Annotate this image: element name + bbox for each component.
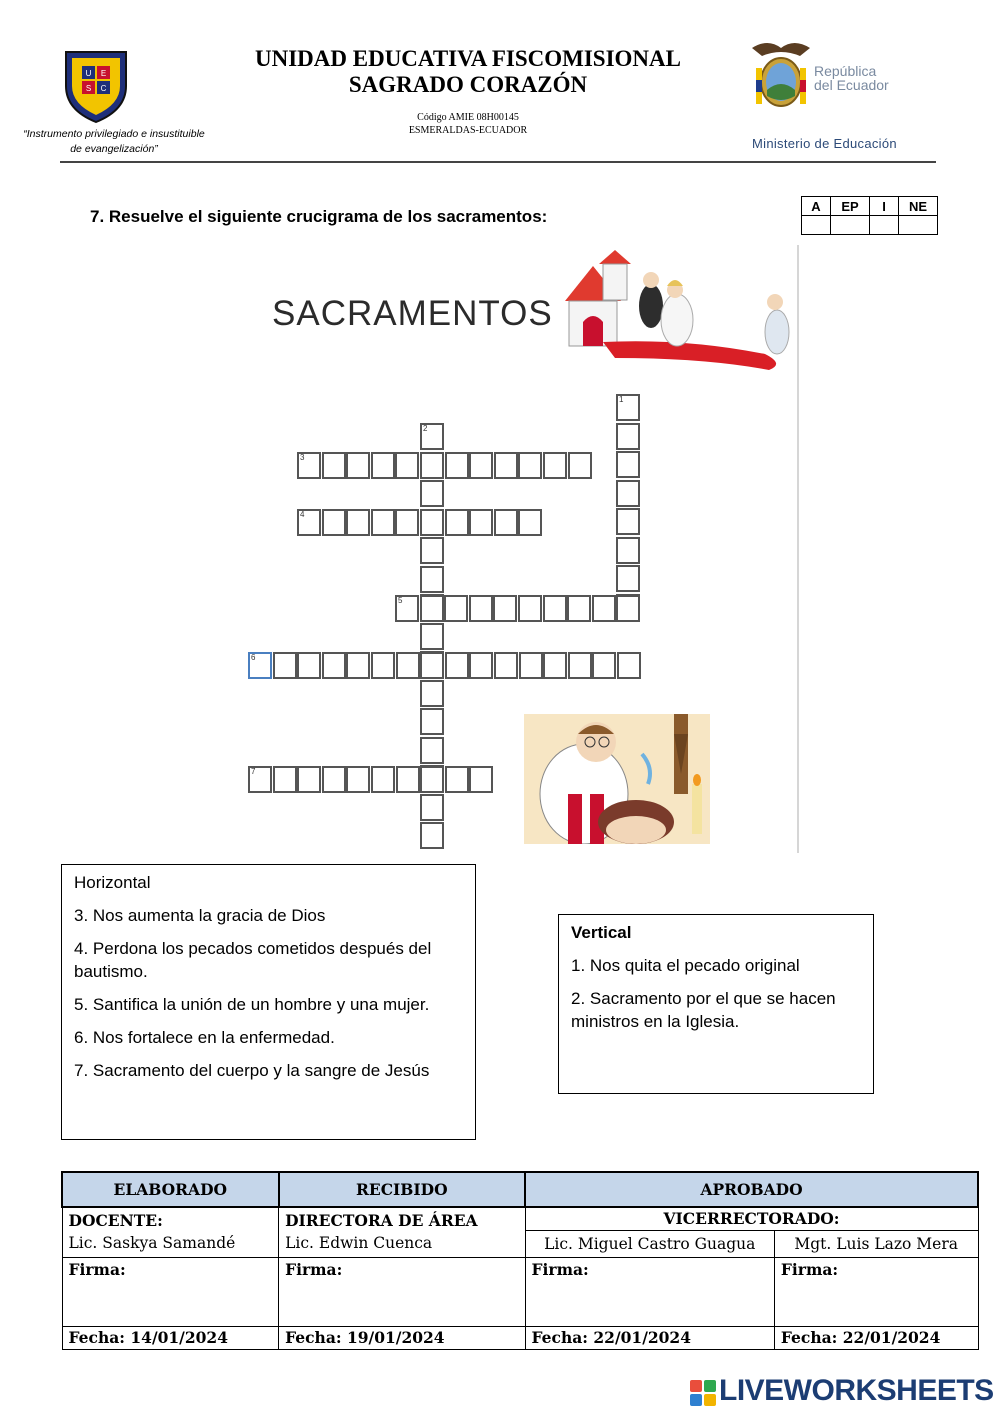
clue-horizontal-6: 6. Nos fortalece en la enfermedad. xyxy=(74,1028,335,1047)
cell-word3[interactable] xyxy=(420,452,444,479)
cell-word6[interactable] xyxy=(322,652,346,679)
school-logo xyxy=(62,46,130,124)
cell-word3[interactable] xyxy=(371,452,395,479)
ministerio-de-educacion: Ministerio de Educación xyxy=(752,136,897,151)
cell-word7[interactable] xyxy=(371,766,395,793)
grade-a-box[interactable] xyxy=(802,216,831,235)
cell-word2[interactable] xyxy=(420,822,444,849)
clue-number-7: 7 xyxy=(251,767,256,776)
cell-word5[interactable] xyxy=(493,595,517,622)
cell-word6[interactable] xyxy=(494,652,518,679)
grade-a-label: A xyxy=(802,197,831,216)
cell-word6[interactable] xyxy=(617,652,641,679)
school-name: UNIDAD EDUCATIVA FISCOMISIONAL SAGRADO CORAZÓN xyxy=(255,46,681,97)
vice-name-1: Lic. Miguel Castro Guagua xyxy=(525,1231,774,1258)
cell-word2[interactable] xyxy=(420,623,444,650)
cell-word6[interactable] xyxy=(469,652,493,679)
cell-word3[interactable] xyxy=(568,452,592,479)
cell-word4[interactable] xyxy=(469,509,493,536)
cell-word3[interactable] xyxy=(494,452,518,479)
school-motto: “Instrumento privilegiado e insustituible de evangelización” xyxy=(23,128,205,155)
cell-word7[interactable] xyxy=(322,766,346,793)
fecha-directora: Fecha: 19/01/2024 xyxy=(279,1327,525,1350)
cell-word5[interactable] xyxy=(469,595,493,622)
header-divider xyxy=(60,161,936,163)
cell-word1[interactable] xyxy=(616,508,640,535)
vertical-title: Vertical xyxy=(571,923,632,942)
cell-word5[interactable] xyxy=(420,595,444,622)
cell-word6[interactable] xyxy=(371,652,395,679)
cell-word2[interactable] xyxy=(420,537,444,564)
cell-word3[interactable] xyxy=(469,452,493,479)
vertical-clues xyxy=(558,914,874,1094)
grade-scale-table xyxy=(801,196,938,235)
clue-horizontal-3: 3. Nos aumenta la gracia de Dios xyxy=(74,906,326,925)
grade-i-label: I xyxy=(870,197,899,216)
clue-vertical-1: 1. Nos quita el pecado original xyxy=(571,956,800,975)
clue-horizontal-4: 4. Perdona los pecados cometidos después del bautismo. xyxy=(74,939,432,981)
clue-horizontal-7: 7. Sacramento del cuerpo y la sangre de Jesús xyxy=(74,1061,430,1080)
crossword-title: SACRAMENTOS xyxy=(272,294,553,333)
cell-word3[interactable] xyxy=(322,452,346,479)
clue-number-1: 1 xyxy=(619,395,624,404)
school-code: Código AMIE 08H00145 ESMERALDAS-ECUADOR xyxy=(408,112,528,136)
approval-table xyxy=(61,1171,979,1350)
grade-ep-label: EP xyxy=(831,197,870,216)
fecha-vice-1: Fecha: 22/01/2024 xyxy=(525,1327,774,1350)
clue-horizontal-5: 5. Santifica la unión de un hombre y una mujer. xyxy=(74,995,430,1014)
directora-name: Lic. Edwin Cuenca xyxy=(285,1234,433,1252)
clue-number-6: 6 xyxy=(251,653,256,662)
cell-word6[interactable] xyxy=(346,652,370,679)
cell-word6[interactable] xyxy=(519,652,543,679)
cell-word7[interactable] xyxy=(396,766,420,793)
horizontal-title: Horizontal xyxy=(74,873,151,892)
firma-vice-2: Firma: xyxy=(774,1258,978,1327)
cell-word3[interactable] xyxy=(445,452,469,479)
cell-word4[interactable] xyxy=(518,509,542,536)
docente-name: Lic. Saskya Samandé xyxy=(68,1234,236,1252)
cell-word5[interactable] xyxy=(543,595,567,622)
cell-word3[interactable] xyxy=(543,452,567,479)
cell-word4[interactable] xyxy=(346,509,370,536)
cell-word6[interactable] xyxy=(396,652,420,679)
cell-word7[interactable] xyxy=(297,766,321,793)
directora-label: DIRECTORA DE ÁREA xyxy=(285,1211,478,1230)
header-aprobado: APROBADO xyxy=(525,1172,978,1207)
cell-word1[interactable] xyxy=(616,480,640,507)
cell-word4[interactable] xyxy=(322,509,346,536)
cell-word7[interactable] xyxy=(420,766,444,793)
cell-word3[interactable] xyxy=(346,452,370,479)
cell-word6[interactable] xyxy=(592,652,616,679)
cell-word4[interactable] xyxy=(420,509,444,536)
cell-word2[interactable] xyxy=(420,480,444,507)
svg-text:C: C xyxy=(100,84,107,93)
cell-word3[interactable] xyxy=(395,452,419,479)
horizontal-clues xyxy=(61,864,476,1140)
firma-directora: Firma: xyxy=(279,1258,525,1327)
cell-word2[interactable] xyxy=(420,708,444,735)
cell-word6[interactable] xyxy=(297,652,321,679)
liveworksheets-logo-icon xyxy=(690,1380,716,1406)
cell-word7[interactable] xyxy=(469,766,493,793)
clue-number-4: 4 xyxy=(300,510,305,519)
cell-word5[interactable] xyxy=(616,595,640,622)
vice-name-2: Mgt. Luis Lazo Mera xyxy=(774,1231,978,1258)
cell-word2[interactable] xyxy=(420,566,444,593)
cell-word2[interactable] xyxy=(420,794,444,821)
firma-vice-1: Firma: xyxy=(525,1258,774,1327)
header-recibido: RECIBIDO xyxy=(279,1172,525,1207)
cell-word1[interactable] xyxy=(616,565,640,592)
cell-word6[interactable] xyxy=(568,652,592,679)
cell-word5[interactable] xyxy=(567,595,591,622)
clue-vertical-2: 2. Sacramento por el que se hacen ministros en la Iglesia. xyxy=(571,989,836,1031)
grade-ne-box[interactable] xyxy=(899,216,938,235)
wedding-illustration xyxy=(555,246,799,376)
cell-word5[interactable] xyxy=(444,595,468,622)
cell-word1[interactable] xyxy=(616,451,640,478)
republica-del-ecuador-text: República del Ecuador xyxy=(814,63,889,93)
clue-number-5: 5 xyxy=(398,596,403,605)
ecuador-emblem-icon xyxy=(748,38,814,112)
cell-word2[interactable] xyxy=(420,737,444,764)
svg-text:E: E xyxy=(100,69,107,78)
cell-word4[interactable] xyxy=(445,509,469,536)
cell-word4[interactable] xyxy=(371,509,395,536)
fecha-docente: Fecha: 14/01/2024 xyxy=(62,1327,279,1350)
docente-cell xyxy=(62,1207,279,1258)
cell-word4[interactable] xyxy=(395,509,419,536)
question-title: 7. Resuelve el siguiente crucigrama de los sacramentos: xyxy=(90,207,548,226)
grade-ne-label: NE xyxy=(899,197,938,216)
header-elaborado: ELABORADO xyxy=(62,1172,279,1207)
cell-word7[interactable] xyxy=(273,766,297,793)
baptism-illustration xyxy=(524,714,710,844)
cell-word5[interactable] xyxy=(592,595,616,622)
directora-cell xyxy=(279,1207,525,1258)
cell-word7[interactable] xyxy=(346,766,370,793)
vicerrectorado-label: VICERRECTORADO: xyxy=(525,1207,978,1231)
cell-word2[interactable] xyxy=(420,680,444,707)
svg-text:U: U xyxy=(85,69,92,78)
fecha-vice-2: Fecha: 22/01/2024 xyxy=(774,1327,978,1350)
cell-word6[interactable] xyxy=(420,652,444,679)
cell-word1[interactable] xyxy=(616,423,640,450)
clue-number-2: 2 xyxy=(423,424,428,433)
cell-word7[interactable] xyxy=(445,766,469,793)
cell-word3[interactable] xyxy=(518,452,542,479)
liveworksheets-brand: LIVEWORKSHEETS xyxy=(719,1374,994,1407)
cell-word6[interactable] xyxy=(273,652,297,679)
cell-word6[interactable] xyxy=(543,652,567,679)
svg-text:S: S xyxy=(85,84,92,93)
clue-number-3: 3 xyxy=(300,453,305,462)
cell-word5[interactable] xyxy=(518,595,542,622)
grade-ep-box[interactable] xyxy=(831,216,870,235)
cell-word4[interactable] xyxy=(494,509,518,536)
grade-i-box[interactable] xyxy=(870,216,899,235)
docente-label: DOCENTE: xyxy=(68,1211,163,1230)
cell-word6[interactable] xyxy=(445,652,469,679)
cell-word1[interactable] xyxy=(616,537,640,564)
firma-docente: Firma: xyxy=(62,1258,279,1327)
